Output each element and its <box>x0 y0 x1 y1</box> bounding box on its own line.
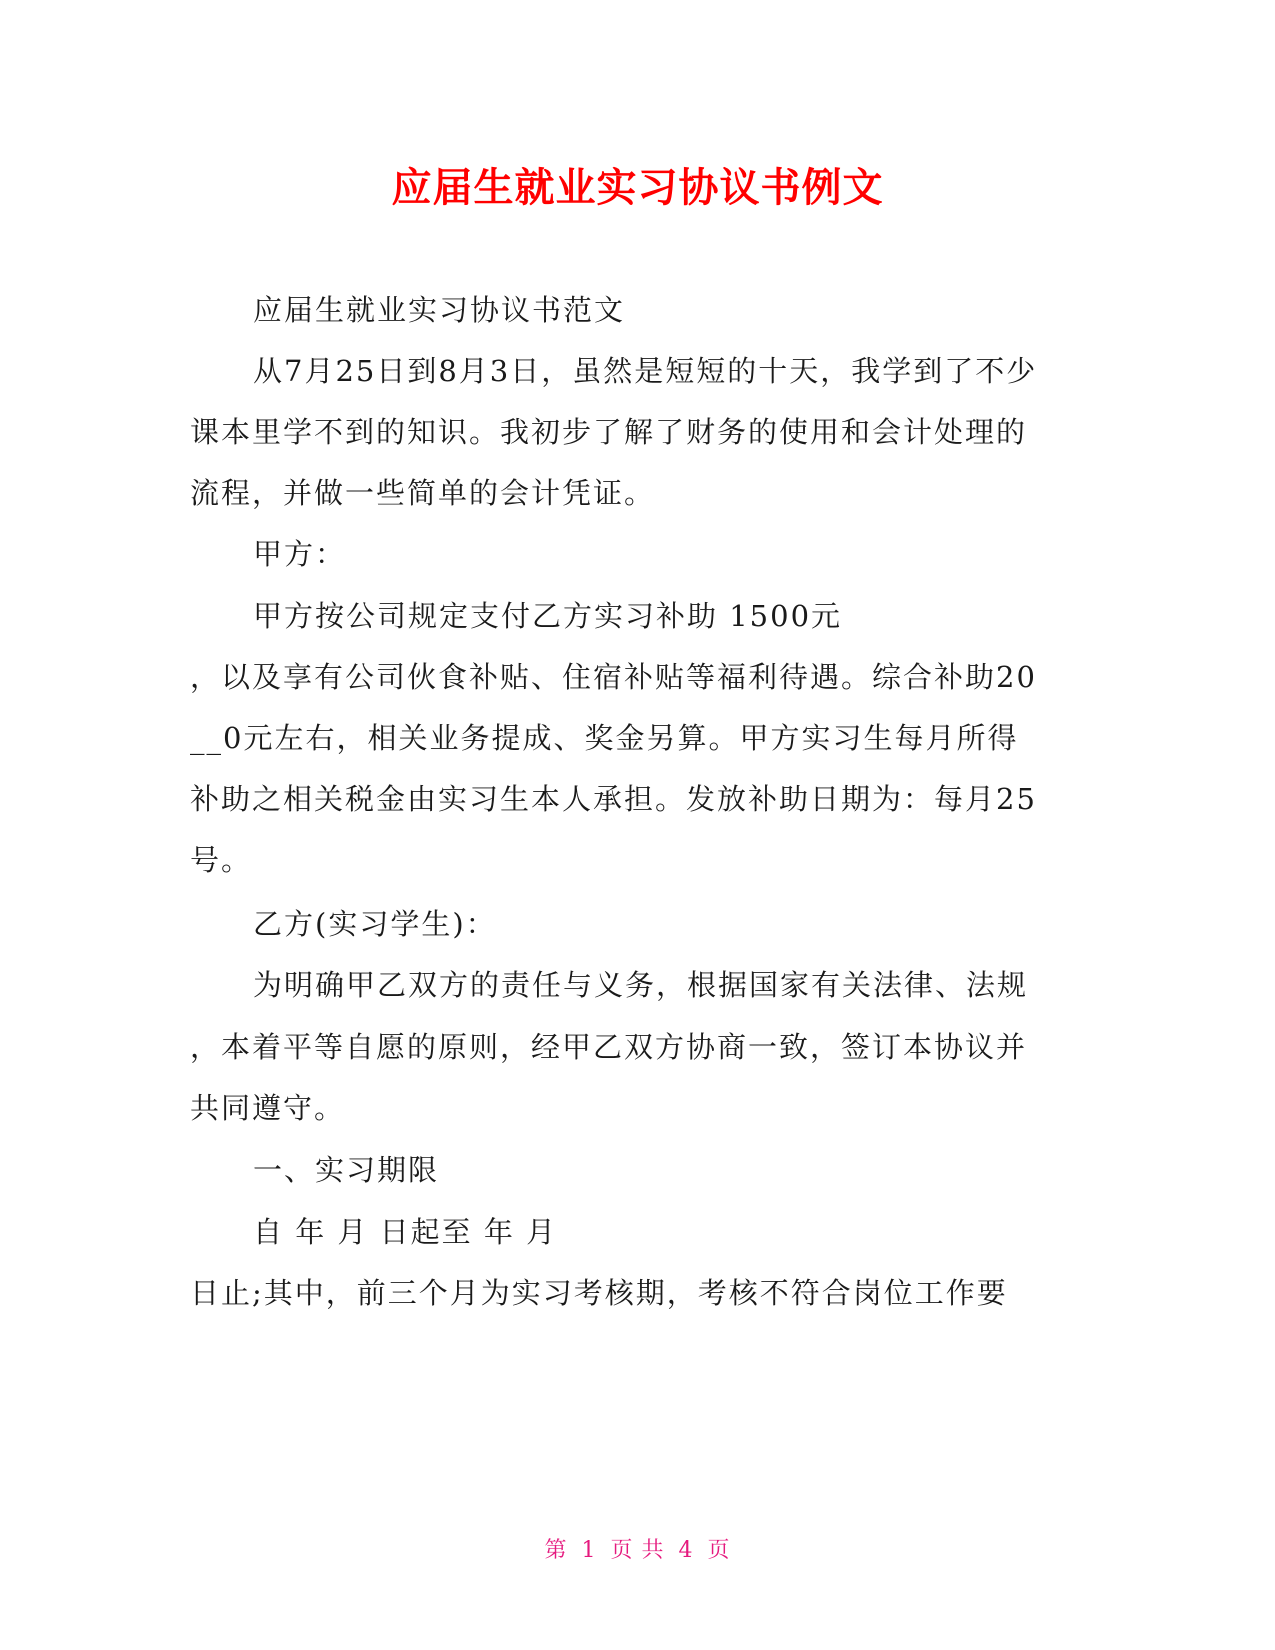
document-line: 乙方(实习学生)： <box>253 907 497 941</box>
footer-page-number: 1 <box>581 1538 597 1563</box>
document-line: 日止;其中，前三个月为实习考核期，考核不符合岗位工作要 <box>190 1276 1008 1310</box>
document-line: 流程，并做一些简单的会计凭证。 <box>190 476 656 510</box>
footer-mid: 页 共 <box>610 1538 665 1563</box>
document-line: 甲方： <box>253 537 347 571</box>
document-line: 为明确甲乙双方的责任与义务，根据国家有关法律、法规 <box>253 968 1029 1002</box>
document-line: 课本里学不到的知识。我初步了解了财务的使用和会计处理的 <box>190 415 1028 449</box>
footer-total-pages: 4 <box>678 1538 694 1563</box>
document-line: 补助之相关税金由实习生本人承担。发放补助日期为：每月25 <box>190 782 1037 816</box>
document-line: 号。 <box>190 843 253 877</box>
footer-suffix: 页 <box>707 1538 731 1563</box>
document-line: 一、实习期限 <box>253 1153 440 1187</box>
page-footer <box>0 1533 1275 1564</box>
document-line: ，以及享有公司伙食补贴、住宿补贴等福利待遇。综合补助20 <box>190 660 1037 694</box>
document-line: __0元左右，相关业务提成、奖金另算。甲方实习生每月所得 <box>190 721 1019 755</box>
document-line: 自 年 月 日起至 年 月 <box>253 1215 558 1249</box>
document-line: 甲方按公司规定支付乙方实习补助 1500元 <box>253 599 843 633</box>
document-line: 应届生就业实习协议书范文 <box>253 293 626 327</box>
document-line: 从7月25日到8月3日，虽然是短短的十天，我学到了不少 <box>253 354 1038 388</box>
page-title: 应届生就业实习协议书例文 <box>391 165 884 211</box>
document-line: ，本着平等自愿的原则，经甲乙双方协商一致，签订本协议并 <box>190 1030 1028 1064</box>
document-line: 共同遵守。 <box>190 1091 346 1125</box>
footer-prefix: 第 <box>544 1538 568 1563</box>
